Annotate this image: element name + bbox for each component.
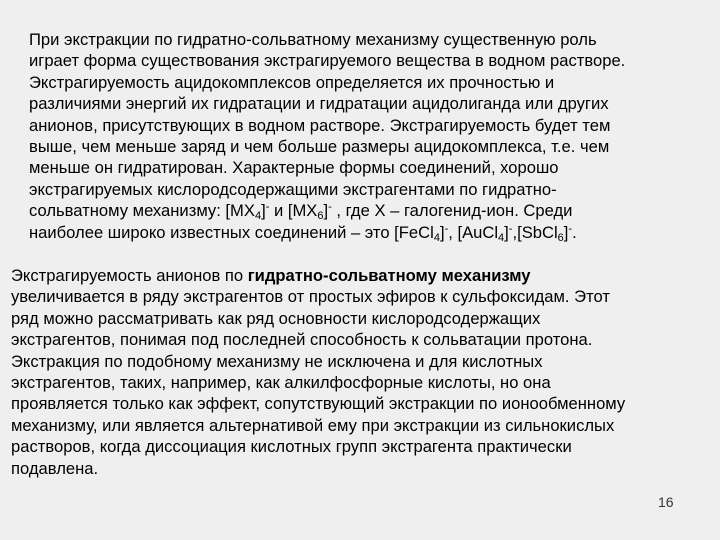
- text-line: различиями энергий их гидратации и гидратации ацидолиганда или других: [29, 94, 609, 114]
- text-span: Экстрагируемость анионов по: [11, 266, 248, 285]
- paragraph-1: [29, 29, 695, 243]
- formula-text: .: [572, 222, 577, 242]
- text-line: При экстракции по гидратно-сольватному механизму существенную роль: [29, 30, 597, 49]
- text-line: выше, чем меньше заряд и чем больше размеры ацидокомплекса, т.е. чем: [29, 137, 610, 157]
- bold-term: гидратно-сольватному механизму: [247, 266, 531, 285]
- text-line: проявляется только как эффект, сопутствующий экстракции по ионообменному: [11, 394, 626, 414]
- text-line: экстрагентов, понимая под последней способность к сольватации протона.: [11, 330, 593, 350]
- text-line-formula: наиболее широко известных соединений – это [FeCl$_4$]-, [AuCl$_4$]-,[SbCl$_6$]-.: [29, 222, 577, 244]
- text-line: экстрагируемых кислородсодержащими экстрагентами по гидратно-: [29, 179, 557, 199]
- text-line: анионов, присутствующих в водном растворе. Экстрагируемость будет тем: [29, 115, 611, 135]
- text-line-formula: сольватному механизму: $[MX_4]^-$ и $[MX_6]^-$ , где Х – галогенид-ион. Среди: [29, 201, 573, 223]
- text-line: играет форма существования экстрагируемого вещества в водном растворе.: [29, 51, 626, 71]
- formula-text: сольватному механизму: [MX: [29, 201, 255, 221]
- text-line: Экстрагируемость ацидокомплексов определяется их прочностью и: [29, 72, 555, 92]
- text-line: подавлена.: [11, 458, 99, 478]
- text-line: увеличивается в ряду экстрагентов от простых эфиров к сульфоксидам. Этот: [11, 287, 610, 307]
- subscript: 6: [557, 231, 564, 244]
- superscript: -: [508, 222, 513, 235]
- formula-text: и [MX: [269, 201, 318, 221]
- subscript: 4: [433, 231, 440, 244]
- text-line: меньше он гидратирован. Характерные формы соединений, хорошо: [29, 158, 559, 178]
- superscript: -: [328, 201, 332, 214]
- page-number: 16: [658, 494, 674, 510]
- text-line: [11, 265, 701, 286]
- formula-text: наиболее широко известных соединений – это [FeCl: [29, 222, 434, 242]
- formula-text: , где Х – галогенид-ион. Среди: [331, 201, 573, 221]
- subscript: 4: [254, 210, 262, 223]
- text-line: растворов, когда диссоциация кислотных групп экстрагента практически: [11, 437, 572, 457]
- text-line: механизму, или является альтернативой ему при экстракции из сильнокислых: [11, 415, 615, 435]
- subscript: 4: [498, 231, 505, 244]
- formula-text: ,[SbCl: [512, 222, 558, 242]
- text-line: ряд можно рассматривать как ряд основности кислородсодержащих: [11, 308, 541, 328]
- subscript: 6: [317, 210, 324, 223]
- text-line: Экстракция по подобному механизму не исключена и для кислотных: [11, 351, 543, 371]
- superscript: -: [265, 201, 270, 214]
- paragraph-2: [11, 265, 701, 479]
- formula-text: , [AuCl: [448, 222, 499, 242]
- text-line: экстрагентов, таких, например, как алкилфосфорные кислоты, но она: [11, 373, 551, 393]
- superscript: -: [444, 222, 449, 235]
- superscript: -: [568, 222, 573, 235]
